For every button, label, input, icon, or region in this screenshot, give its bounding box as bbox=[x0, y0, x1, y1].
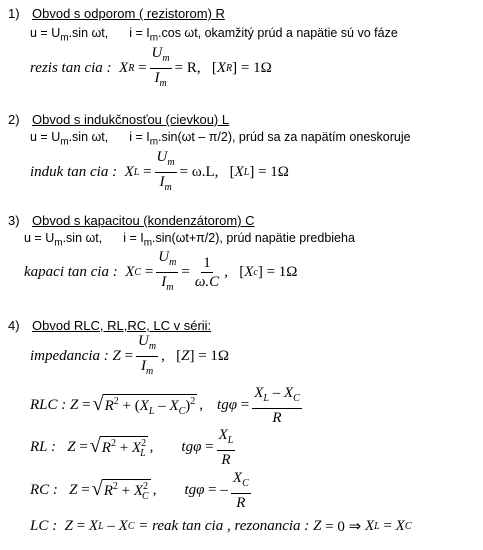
fraction: $\frac{U_m}{I_m}$ bbox=[151, 44, 170, 89]
fraction: $\frac{U_m}{I_m}$ bbox=[158, 248, 177, 293]
section-number: 3) bbox=[8, 213, 20, 228]
eq-label: kapaci tan cia : bbox=[24, 263, 118, 280]
lc-equation: LC : Z = X L – X C = reak tan cia , rezonancia : Z = 0 ⇒ X L = X C bbox=[30, 517, 412, 535]
section-title: Obvod s kapacitou (kondenzátorom) C bbox=[32, 213, 255, 228]
fraction: $\frac{U_m}{I_m}$ bbox=[156, 148, 175, 193]
fraction: $\frac{X_L - X_C}{R}$ bbox=[254, 384, 300, 426]
fraction: $\frac{X_C}{R}$ bbox=[232, 469, 249, 511]
section-3-formulas: $u = U_m.\sin$ ωt, $i = I_m.\sin(\omega t+\pi/2)$, prúd napätie predbieha bbox=[24, 231, 355, 249]
section-number: 2) bbox=[8, 112, 20, 127]
section-number: 4) bbox=[8, 318, 20, 333]
fraction: $\frac{X_L}{R}$ bbox=[218, 426, 234, 468]
section-title: Obvod s odporom ( rezistorom) R bbox=[32, 6, 225, 21]
section-title: Obvod s indukčnosťou (cievkou) L bbox=[32, 112, 230, 127]
eq-label: induk tan cia : bbox=[30, 163, 118, 180]
section-3-heading bbox=[8, 213, 255, 228]
section-2-heading bbox=[8, 112, 229, 127]
section-4-heading bbox=[8, 318, 211, 333]
impedance-equation: impedancia : Z = $\frac{U_m}{I_m}$ , [ Z ] = 1Ω bbox=[30, 336, 229, 376]
section-3-equation: kapaci tan cia : X C = $\frac{U_m}{I_m}$ = $\frac{1}{\omega.C}$ , [ X c ] = 1Ω bbox=[24, 252, 297, 292]
fraction: $\frac{1}{\omega.C}$ bbox=[194, 254, 220, 290]
section-1-heading bbox=[8, 6, 225, 21]
section-2-formulas: $u = U_m.\sin$ ωt, $i = I_m.\sin(\omega t - \pi/2)$, prúd sa za napätím oneskoruje bbox=[30, 130, 411, 148]
rlc-equation: RLC : Z = √ $R^2 + (X_L - X_C)^2$ , tgφ = $\frac{X_L - X_C}{R}$ bbox=[30, 384, 300, 426]
rc-equation: RC : Z = √ $R^2 + X^2_C$ , tgφ = – $\frac{X_C}{R}$ bbox=[30, 469, 249, 511]
fraction: $\frac{U_m}{I_m}$ bbox=[138, 332, 157, 377]
section-number: 1) bbox=[8, 6, 20, 21]
section-title: Obvod RLC, RL,RC, LC v sérii: bbox=[32, 318, 212, 333]
section-1-formulas: $u = U_m.\sin$ ωt, $i = I_m.\cos$ ωt, okamžitý prúd a napätie sú vo fáze bbox=[30, 26, 398, 44]
section-2-equation: induk tan cia : X L = $\frac{U_m}{I_m}$ = ω.L, [ X L ] = 1Ω bbox=[30, 152, 289, 192]
rl-equation: RL : Z = √ $R^2 + X^2_L$ , tgφ = $\frac{X_L}{R}$ bbox=[30, 426, 234, 468]
eq-label: rezis tan cia : bbox=[30, 59, 112, 76]
section-1-equation: rezis tan cia : X R = $\frac{U_m}{I_m}$ = R, [ X R ] = 1Ω bbox=[30, 48, 272, 88]
